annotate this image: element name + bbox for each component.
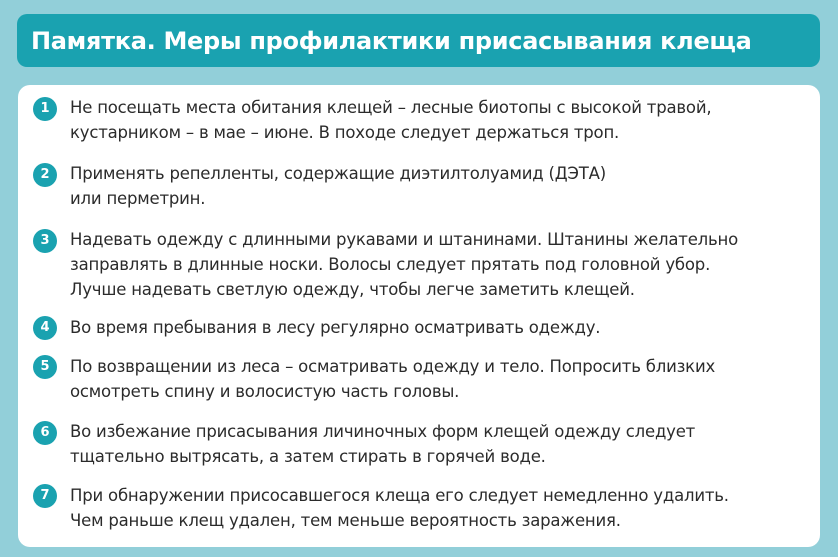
item-text-line: Чем раньше клещ удален, тем меньше вероятность заражения. bbox=[70, 511, 621, 530]
item-text-line: Применять репелленты, содержащие диэтилтолуамид (ДЭТА) bbox=[70, 164, 606, 183]
item-text-line: заправлять в длинные носки. Волосы следует прятать под головной убор. bbox=[70, 255, 711, 274]
item-text-line: Надевать одежду с длинными рукавами и штанинами. Штанины желательно bbox=[70, 230, 738, 249]
item-number-badge: 5 bbox=[33, 355, 57, 379]
item-text-line: тщательно вытрясать, а затем стирать в горячей воде. bbox=[70, 447, 546, 466]
item-number-badge: 6 bbox=[33, 421, 57, 445]
item-text bbox=[70, 161, 814, 211]
item-text-line: Лучше надевать светлую одежду, чтобы легче заметить клещей. bbox=[70, 280, 635, 299]
item-text-line: Во время пребывания в лесу регулярно осматривать одежду. bbox=[70, 318, 601, 337]
item-text-line: По возвращении из леса – осматривать одежду и тело. Попросить близких bbox=[70, 357, 716, 376]
item-text-line: Не посещать места обитания клещей – лесные биотопы с высокой травой, bbox=[70, 98, 712, 117]
item-text-line: кустарником – в мае – июне. В походе следует держаться троп. bbox=[70, 123, 620, 142]
item-text bbox=[70, 315, 814, 340]
item-number-badge: 2 bbox=[33, 163, 57, 187]
item-text-line: осмотреть спину и волосистую часть головы. bbox=[70, 382, 460, 401]
item-text bbox=[70, 354, 814, 404]
item-number-badge: 7 bbox=[33, 484, 57, 508]
item-text bbox=[70, 227, 814, 302]
recommendations-card bbox=[18, 85, 820, 547]
item-number-badge: 1 bbox=[33, 97, 57, 121]
item-number-badge: 3 bbox=[33, 229, 57, 253]
item-text bbox=[70, 483, 814, 533]
item-text-line: Во избежание присасывания личиночных форм клещей одежду следует bbox=[70, 422, 696, 441]
item-text bbox=[70, 419, 814, 469]
page-title: Памятка. Меры профилактики присасывания клеща bbox=[31, 26, 752, 55]
item-text-line: При обнаружении присосавшегося клеща его следует немедленно удалить. bbox=[70, 486, 729, 505]
title-banner bbox=[17, 14, 820, 67]
item-text bbox=[70, 95, 814, 145]
item-text-line: или перметрин. bbox=[70, 189, 206, 208]
item-number-badge: 4 bbox=[33, 316, 57, 340]
